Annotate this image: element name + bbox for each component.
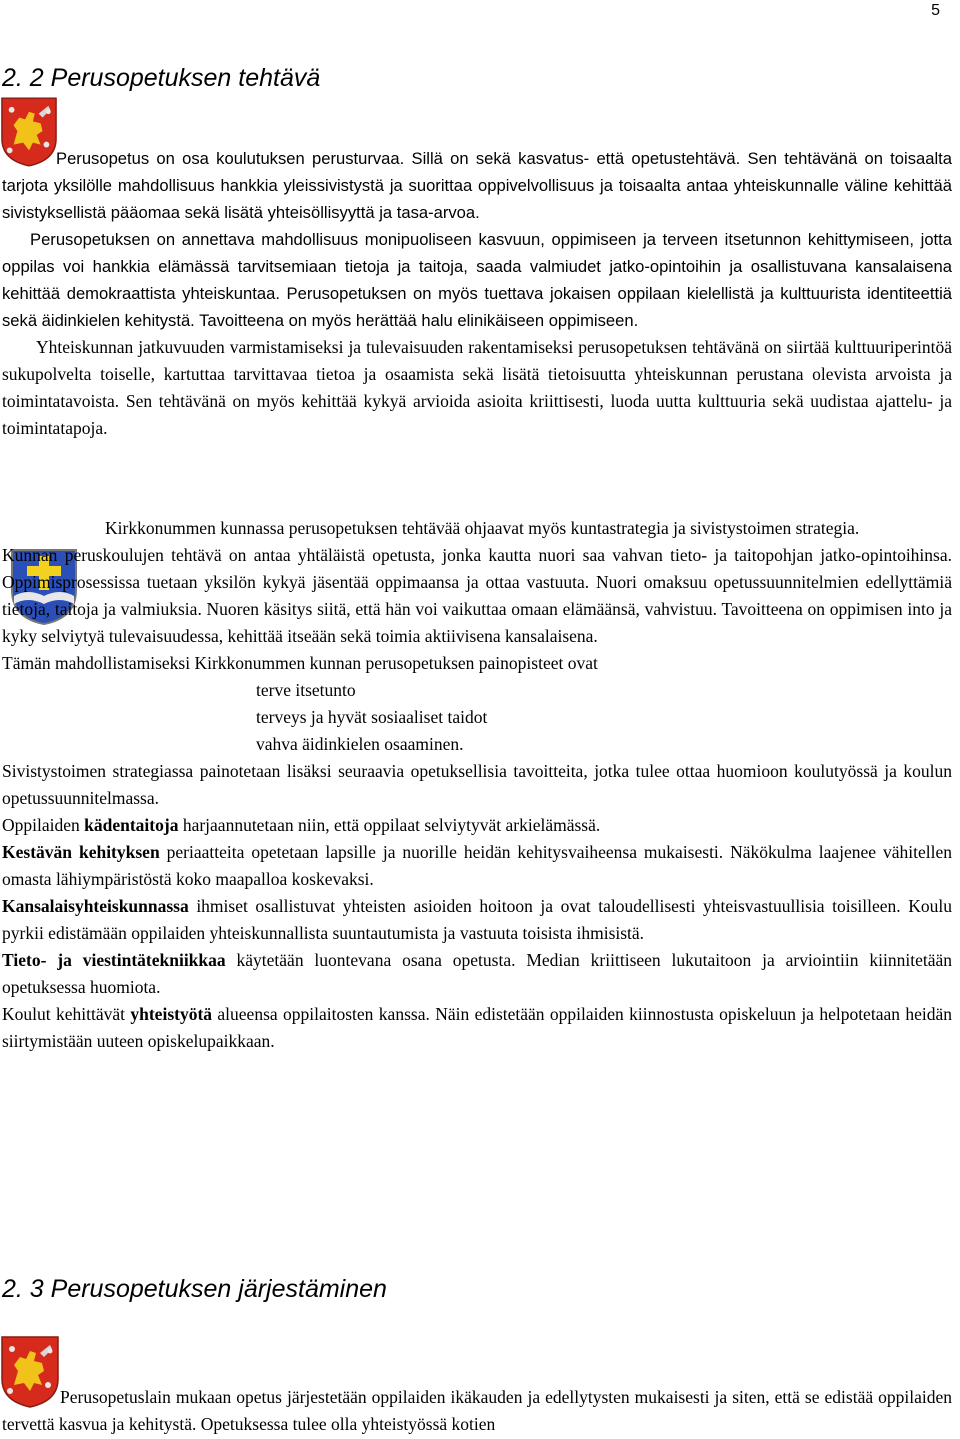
paragraph: Kunnan peruskoulujen tehtävä on antaa yhtäläistä opetusta, jonka kautta nuori saa vahvan tieto- ja taitopohjan jatko-opintoihinsa. Oppimisprosessissa tuetaan yksilön kykyä jäsentää oppimaansa ja ottaa vastuuta. Nuori omaksuu opetussuunnitelmien edellyttämiä tietoja, taitoja ja valmiuksia. Nuoren käsitys siitä, että hän voi vaikuttaa omaan elämäänsä, vahvistuu. Tavoitteena on oppimisen into ja kyky selviytyä tulevaisuudessa, kehittää itseään sekä toimia aktiivisena kansalaisena. — [2, 545, 952, 646]
section-heading-2-3: 2. 3 Perusopetuksen järjestäminen — [2, 1275, 387, 1303]
paragraph: Sivistystoimen strategiassa painotetaan lisäksi seuraavia opetuksellisia tavoitteita, jotka tulee ottaa huomioon koulutyössä ja koulun opetussuunnitelmassa. — [2, 761, 952, 808]
paragraph: Perusopetuksen on annettava mahdollisuus monipuoliseen kasvuun, oppimiseen ja terveen itsetunnon kehittymiseen, jotta oppilas voi hankkia elämässä tarvitsemiaan tietoja ja taitoja, saada valmiudet jatko-opintoihin ja osallistuvana kansalaisena kehittää demokraattista yhteiskuntaa. Perusopetuksen on myös tuettava jokaisen oppilaan kielellistä ja kulttuurista identiteettiä sekä äidinkielen kehitystä. Tavoitteena on myös herättää halu elinikäiseen oppimiseen. — [2, 230, 952, 330]
section-2-2-body — [2, 101, 952, 1055]
paragraph: Yhteiskunnan jatkuvuuden varmistamiseksi ja tulevaisuuden rakentamiseksi perusopetuksen tehtävänä on siirtää kulttuuriperintöä sukupolvelta toiselle, kartuttaa tarvittavaa tietoa ja osaamista sekä lisätä tietoisuutta yhteiskunnan perustana olevista arvoista ja toimintatavoista. Sen tehtävänä on myös kehittää kykyä arvioida asioita kriittisesti, luoda uutta kulttuuria sekä uudistaa ajattelu- ja toimintatapoja. — [2, 337, 952, 438]
paragraph: Oppilaiden kädentaitoja harjaannutetaan niin, että oppilaat selviytyvät arkielämässä. — [2, 815, 601, 835]
paragraph: Perusopetuslain mukaan opetus järjestetään oppilaiden ikäkauden ja edellytysten mukaisesti ja siten, että se edistää oppilaiden tervettä kasvua ja kehitystä. Opetuksessa tulee olla yhteistyössä kotien — [2, 1387, 952, 1434]
section-2-3-body — [2, 1338, 952, 1438]
emphasis: Kestävän kehityksen — [2, 842, 160, 862]
list-item: terveys ja hyvät sosiaaliset taidot — [256, 707, 488, 727]
paragraph: Kestävän kehityksen periaatteita opetetaan lapsille ja nuorille heidän kehitysvaiheensa mukaisesti. Näkökulma laajenee vähitellen omasta lähiympäristöstä koko maapalloa koskevaksi. — [2, 842, 953, 889]
paragraph-text: Kirkkonummen kunnassa perusopetuksen tehtävää ohjaavat myös kuntastrategia ja sivistystoimen strategia. — [105, 518, 860, 538]
paragraph — [2, 515, 952, 542]
emphasis: yhteistyötä — [130, 1004, 213, 1024]
paragraph: Perusopetus on osa koulutuksen perusturvaa. Sillä on sekä kasvatus- että opetustehtävä. Sen tehtävänä on toisaalta tarjota yksilölle mahdollisuus hankkia yleissivistystä ja suorittaa oppivelvollisuus ja toisaalta antaa yhteiskunnalle väline kehittää sivistyksellistä pääomaa sekä lisätä yhteisöllisyyttä ja tasa-arvoa. — [2, 149, 952, 222]
paragraph: Koulut kehittävät yhteistyötä alueensa oppilaitosten kanssa. Näin edistetään oppilaiden kiinnostusta opiskeluun ja helpotetaan heidän siirtymistään uuteen opiskelupaikkaan. — [2, 1004, 952, 1051]
page-number: 5 — [931, 2, 940, 19]
paragraph: Tämän mahdollistamiseksi Kirkkonummen kunnan perusopetuksen painopisteet ovat — [2, 653, 598, 673]
list-item: terve itsetunto — [256, 680, 356, 700]
section-heading-2-2: 2. 2 Perusopetuksen tehtävä — [2, 64, 321, 92]
paragraph: Kansalaisyhteiskunnassa ihmiset osallistuvat yhteisten asioiden hoitoon ja ovat taloudellisesti yhteisvastuullisia toisilleen. Koulu pyrkii edistämään oppilaiden yhteiskunnallista suuntautumista ja vastuuta toisista ihmisistä. — [2, 896, 952, 943]
list-item: vahva äidinkielen osaaminen. — [256, 734, 464, 754]
emphasis: kädentaitoja — [84, 815, 179, 835]
paragraph: Tieto- ja viestintätekniikkaa käytetään luontevana osana opetusta. Median kriittiseen lukutaitoon ja arviointiin kiinnitetään opetuksessa huomiota. — [2, 950, 952, 997]
emphasis: Tieto- ja viestintätekniikkaa — [2, 950, 226, 970]
emphasis: Kansalaisyhteiskunnassa — [2, 896, 189, 916]
